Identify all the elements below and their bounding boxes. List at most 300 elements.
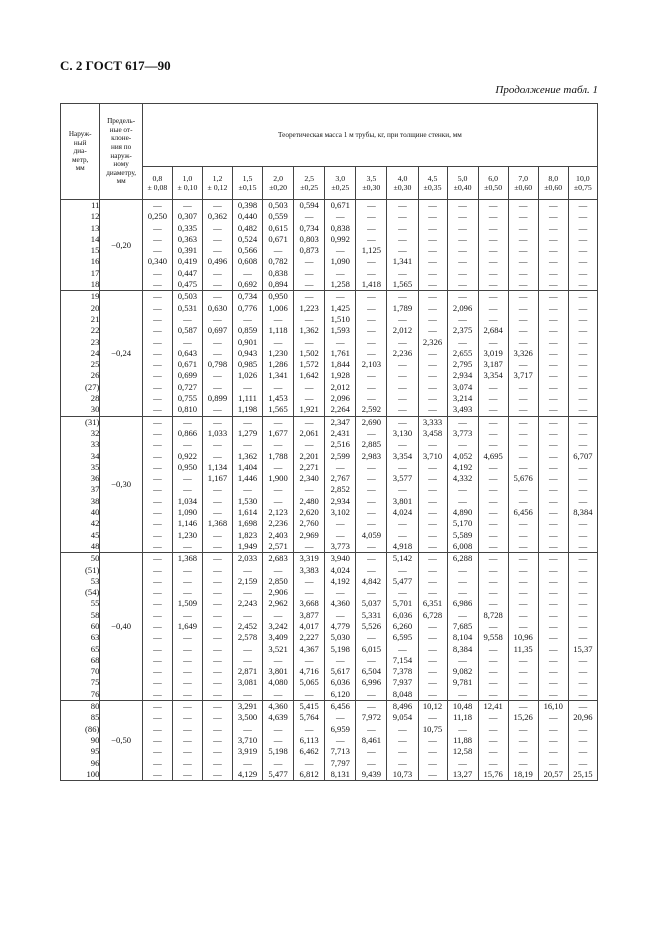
outer-diameter-value: 17 (90, 267, 100, 278)
mass-value: — (273, 484, 283, 495)
mass-value: — (304, 484, 314, 495)
mass-value: 4,332 (452, 473, 473, 484)
mass-value: — (548, 233, 558, 244)
mass-value: 11,18 (453, 712, 473, 723)
mass-value: — (548, 473, 558, 484)
mass-value: — (304, 256, 314, 267)
mass-value: 6,504 (361, 666, 382, 677)
mass-value: — (428, 666, 437, 677)
mass-value: — (183, 688, 192, 699)
mass-value: — (518, 666, 528, 677)
mass-value: — (458, 267, 467, 278)
mass-cell (294, 200, 325, 291)
mass-value: — (367, 381, 376, 392)
mass-value: — (398, 222, 407, 233)
mass-value: — (213, 245, 222, 256)
mass-value: 2,655 (452, 347, 473, 358)
mass-value: — (398, 529, 407, 540)
mass-value: — (428, 746, 437, 757)
mass-cell (568, 553, 597, 701)
mass-value: 0,608 (237, 256, 258, 267)
mass-value: 2,690 (361, 416, 382, 427)
mass-value: 1,949 (237, 540, 258, 551)
mass-value: — (243, 688, 252, 699)
mass-value: 9,558 (483, 632, 503, 643)
mass-value: — (367, 688, 376, 699)
mass-cell (356, 291, 387, 416)
mass-value: — (153, 427, 162, 438)
mass-cell (478, 416, 508, 553)
mass-value: — (548, 575, 558, 586)
mass-value: — (304, 279, 314, 290)
mass-value: — (335, 336, 345, 347)
mass-value: 0,531 (177, 302, 198, 313)
mass-value: 1,565 (268, 404, 288, 415)
mass-value: 2,347 (330, 416, 350, 427)
mass-value: — (488, 553, 498, 564)
mass-value: — (428, 404, 437, 415)
mass-value: 0,776 (237, 302, 258, 313)
outer-diameter-value: (31) (85, 416, 100, 427)
mass-value: — (488, 540, 498, 551)
mass-value: — (153, 768, 162, 779)
mass-value: — (488, 427, 498, 438)
mass-value: — (518, 450, 528, 461)
outer-diameter-value: 18 (90, 279, 100, 290)
col-wall-thickness: 4,5 ±0,35 (418, 167, 447, 200)
mass-value: — (398, 757, 407, 768)
mass-value: — (398, 267, 407, 278)
mass-value: 3,074 (452, 381, 473, 392)
mass-value: 0,482 (237, 222, 258, 233)
mass-value: 4,918 (392, 540, 413, 551)
deviation-cell: −0,50 (100, 701, 142, 781)
outer-diameter-value: 24 (90, 347, 100, 358)
mass-value: 2,326 (422, 336, 443, 347)
mass-value: — (488, 222, 498, 233)
mass-value: 2,906 (268, 587, 288, 598)
mass-value: 1,006 (268, 302, 288, 313)
mass-value: — (398, 336, 407, 347)
mass-value: — (304, 587, 314, 598)
mass-value: — (548, 404, 558, 415)
mass-value: — (458, 200, 467, 210)
outer-diameter-value: 30 (90, 404, 100, 415)
mass-value: — (548, 370, 558, 381)
mass-value: — (183, 416, 192, 427)
mass-value: 4,024 (330, 564, 350, 575)
col-outer-diameter: Наруж- ный диа- метр, мм (61, 104, 100, 200)
mass-value: — (578, 279, 588, 290)
mass-cell (233, 701, 263, 781)
mass-value: 8,384 (452, 643, 473, 654)
mass-value: — (304, 416, 314, 427)
mass-value: — (398, 233, 407, 244)
mass-value: — (548, 439, 558, 450)
mass-cell (418, 291, 447, 416)
mass-value: 5,676 (513, 473, 533, 484)
mass-value: — (213, 347, 222, 358)
outer-diameter-cell (61, 701, 100, 781)
outer-diameter-value: 60 (90, 620, 100, 631)
mass-value: — (578, 427, 588, 438)
mass-value: — (304, 393, 314, 404)
mass-value: — (153, 416, 162, 427)
mass-value: — (578, 654, 588, 665)
mass-value: — (153, 575, 162, 586)
mass-value: — (153, 291, 162, 302)
mass-value: — (488, 529, 498, 540)
mass-value: 1,921 (299, 404, 319, 415)
mass-value: — (578, 746, 588, 757)
mass-value: — (153, 313, 162, 324)
mass-value: 4,017 (299, 620, 319, 631)
mass-value: — (367, 222, 376, 233)
mass-value: — (367, 336, 376, 347)
outer-diameter-value: 96 (90, 757, 100, 768)
mass-cell (447, 416, 478, 553)
mass-value: 6,288 (452, 553, 473, 564)
mass-value: 9,439 (361, 768, 382, 779)
mass-value: 0,782 (268, 256, 288, 267)
mass-value: 1,788 (268, 450, 288, 461)
mass-value: — (153, 245, 162, 256)
table-row-group (61, 291, 598, 416)
mass-value: — (488, 723, 498, 734)
mass-value: — (578, 540, 588, 551)
mass-value: — (243, 313, 252, 324)
mass-value: 1,090 (177, 507, 198, 518)
mass-value: 10,96 (513, 632, 533, 643)
mass-value: — (548, 688, 558, 699)
mass-value: — (548, 529, 558, 540)
col-wall-thickness: 2,0 ±0,20 (263, 167, 294, 200)
mass-value: — (183, 768, 192, 779)
mass-value: 3,383 (299, 564, 319, 575)
table-row-group (61, 553, 598, 701)
outer-diameter-value: 100 (86, 768, 100, 779)
mass-value: — (243, 564, 252, 575)
mass-value: 7,685 (452, 620, 473, 631)
mass-value: — (428, 564, 437, 575)
outer-diameter-cell (61, 291, 100, 416)
mass-value: — (548, 620, 558, 631)
mass-cell (172, 553, 202, 701)
mass-value: 1,677 (268, 427, 288, 438)
mass-value: — (518, 575, 528, 586)
col-wall-thickness: 8,0 ±0,60 (538, 167, 568, 200)
mass-value: — (488, 518, 498, 529)
mass-cell (568, 200, 597, 291)
mass-cell (294, 416, 325, 553)
mass-value: — (518, 484, 528, 495)
mass-value: — (488, 439, 498, 450)
mass-value: — (153, 609, 162, 620)
mass-value: — (213, 723, 222, 734)
mass-value: — (213, 688, 222, 699)
mass-value: — (518, 540, 528, 551)
mass-value: 16,10 (543, 701, 563, 712)
mass-value: — (183, 575, 192, 586)
mass-value: 4,080 (268, 677, 288, 688)
mass-value: — (488, 757, 498, 768)
mass-value: — (488, 654, 498, 665)
mass-value: — (367, 302, 376, 313)
mass-value: — (398, 200, 407, 210)
mass-value: 1,230 (177, 529, 198, 540)
mass-value: — (398, 359, 407, 370)
mass-value: — (488, 393, 498, 404)
col-wall-thickness: 4,0 ±0,30 (387, 167, 418, 200)
mass-value: 1,230 (268, 347, 288, 358)
mass-value: — (428, 256, 437, 267)
mass-value: 6,996 (361, 677, 382, 688)
mass-value: 8,131 (330, 768, 350, 779)
mass-value: — (488, 666, 498, 677)
mass-value: — (488, 381, 498, 392)
mass-value: 12,58 (452, 746, 473, 757)
mass-value: 0,362 (207, 211, 228, 222)
mass-value: — (335, 712, 345, 723)
mass-value: — (428, 518, 437, 529)
mass-value: 1,510 (330, 313, 350, 324)
mass-value: — (518, 564, 528, 575)
mass-value: — (398, 381, 407, 392)
outer-diameter-value: 14 (90, 233, 100, 244)
mass-value: — (428, 587, 437, 598)
mass-value: — (304, 291, 314, 302)
mass-value: — (153, 598, 162, 609)
table-row-group (61, 200, 598, 291)
mass-value: — (518, 416, 528, 427)
mass-value: — (428, 688, 437, 699)
deviation-cell: −0,24 (100, 291, 142, 416)
mass-value: 3,187 (483, 359, 503, 370)
outer-diameter-value: 45 (90, 529, 100, 540)
mass-value: — (428, 461, 437, 472)
mass-value: 3,242 (268, 620, 288, 631)
mass-value: — (488, 688, 498, 699)
col-wall-thickness: 7,0 ±0,60 (508, 167, 538, 200)
mass-value: 3,409 (268, 632, 288, 643)
mass-value: 1,844 (330, 359, 350, 370)
mass-value: — (183, 723, 192, 734)
mass-value: — (153, 688, 162, 699)
mass-value: 8,104 (452, 632, 473, 643)
mass-value: 1,614 (237, 507, 258, 518)
col-wall-thickness: 6,0 ±0,50 (478, 167, 508, 200)
mass-value: — (153, 267, 162, 278)
mass-value: — (335, 587, 345, 598)
mass-cell (447, 701, 478, 781)
mass-cell (263, 701, 294, 781)
mass-value: — (153, 450, 162, 461)
mass-value: 1,446 (237, 473, 258, 484)
mass-value: 5,477 (268, 768, 288, 779)
mass-value: — (273, 495, 283, 506)
mass-value: — (398, 643, 407, 654)
mass-value: — (518, 587, 528, 598)
mass-value: — (488, 313, 498, 324)
mass-value: — (367, 325, 376, 336)
mass-cell (568, 701, 597, 781)
mass-value: — (153, 643, 162, 654)
mass-value: — (213, 598, 222, 609)
mass-value: — (428, 302, 437, 313)
mass-value: — (398, 211, 407, 222)
mass-value: — (428, 654, 437, 665)
mass-cell (172, 416, 202, 553)
mass-value: — (304, 313, 314, 324)
mass-value: — (428, 620, 437, 631)
mass-value: — (578, 222, 588, 233)
mass-value: — (578, 370, 588, 381)
mass-value: — (488, 598, 498, 609)
mass-value: — (578, 267, 588, 278)
outer-diameter-value: 12 (90, 211, 100, 222)
mass-value: — (488, 256, 498, 267)
mass-value: — (153, 712, 162, 723)
mass-cell (202, 701, 232, 781)
mass-value: — (428, 393, 437, 404)
mass-value: 4,367 (299, 643, 319, 654)
mass-value: — (153, 359, 162, 370)
mass-value: — (243, 587, 252, 598)
mass-value: — (428, 359, 437, 370)
mass-value: 1,900 (268, 473, 288, 484)
mass-cell (387, 291, 418, 416)
mass-value: — (578, 291, 588, 302)
mass-value: 1,761 (330, 347, 350, 358)
mass-value: 2,934 (330, 495, 350, 506)
mass-value: 1,789 (392, 302, 413, 313)
col-wall-thickness: 1,5 ±0,15 (233, 167, 263, 200)
mass-value: — (518, 336, 528, 347)
mass-value: — (367, 313, 376, 324)
mass-value: 5,589 (452, 529, 473, 540)
mass-value: 0,496 (207, 256, 228, 267)
mass-value: 1,125 (361, 245, 382, 256)
mass-value: — (243, 757, 252, 768)
col-diameter-deviation: Предель- ные от- клоне- ния по наруж- ному диаметру, мм (100, 104, 142, 200)
mass-value: — (578, 609, 588, 620)
mass-value: — (367, 518, 376, 529)
mass-value: 3,577 (392, 473, 413, 484)
mass-value: — (304, 688, 314, 699)
mass-value: — (578, 701, 588, 712)
outer-diameter-value: 55 (90, 598, 100, 609)
outer-diameter-value: 13 (90, 222, 100, 233)
mass-value: — (213, 279, 222, 290)
outer-diameter-value: 33 (90, 439, 100, 450)
mass-value: — (213, 484, 222, 495)
mass-value: — (518, 495, 528, 506)
mass-value: — (458, 723, 467, 734)
mass-value: — (548, 666, 558, 677)
outer-diameter-value: 95 (90, 746, 100, 757)
mass-cell (508, 291, 538, 416)
mass-value: — (518, 313, 528, 324)
mass-value: — (518, 256, 528, 267)
mass-value: — (518, 233, 528, 244)
mass-value: — (548, 609, 558, 620)
mass-value: — (458, 564, 467, 575)
mass-value: — (153, 654, 162, 665)
mass-value: — (518, 381, 528, 392)
mass-value: 9,054 (392, 712, 413, 723)
mass-cell (325, 200, 356, 291)
mass-value: — (428, 222, 437, 233)
mass-value: — (213, 734, 222, 745)
mass-value: — (273, 688, 283, 699)
mass-value: — (183, 336, 192, 347)
mass-value: — (488, 233, 498, 244)
mass-value: 6,036 (392, 609, 413, 620)
mass-cell (538, 200, 568, 291)
mass-cell (538, 291, 568, 416)
mass-value: 7,154 (392, 654, 413, 665)
mass-value: — (578, 211, 588, 222)
mass-value: — (367, 370, 376, 381)
mass-value: 2,236 (392, 347, 413, 358)
mass-value: 1,026 (237, 370, 258, 381)
mass-cell (356, 701, 387, 781)
mass-value: — (367, 233, 376, 244)
mass-value: 0,630 (207, 302, 228, 313)
mass-value: 2,375 (452, 325, 473, 336)
mass-value: — (153, 336, 162, 347)
mass-value: 1,223 (299, 302, 319, 313)
mass-cell (418, 553, 447, 701)
mass-value: 2,452 (237, 620, 258, 631)
mass-value: 5,037 (361, 598, 382, 609)
mass-value: 2,227 (299, 632, 319, 643)
mass-value: — (518, 688, 528, 699)
mass-value: 3,801 (392, 495, 413, 506)
mass-value: — (518, 757, 528, 768)
mass-value: 3,130 (392, 427, 413, 438)
mass-value: — (488, 677, 498, 688)
mass-value: — (153, 723, 162, 734)
mass-value: — (488, 291, 498, 302)
mass-value: — (273, 654, 283, 665)
mass-value: — (458, 439, 467, 450)
mass-value: 7,378 (392, 666, 413, 677)
mass-cell (508, 553, 538, 701)
mass-value: — (578, 575, 588, 586)
mass-value: — (518, 291, 528, 302)
mass-value: — (518, 245, 528, 256)
mass-value: — (153, 347, 162, 358)
mass-cell (508, 701, 538, 781)
mass-value: 2,243 (237, 598, 258, 609)
mass-value: — (213, 701, 222, 712)
mass-value: — (548, 291, 558, 302)
mass-value: 2,096 (452, 302, 473, 313)
mass-value: 3,877 (299, 609, 319, 620)
mass-value: — (458, 495, 467, 506)
mass-value: 2,852 (330, 484, 350, 495)
mass-value: — (213, 632, 222, 643)
mass-value: — (304, 381, 314, 392)
outer-diameter-value: (54) (85, 587, 100, 598)
mass-value: — (243, 643, 252, 654)
mass-value: — (428, 575, 437, 586)
mass-value: — (518, 279, 528, 290)
mass-value: 2,934 (452, 370, 473, 381)
mass-value: — (183, 643, 192, 654)
mass-value: 5,198 (268, 746, 288, 757)
